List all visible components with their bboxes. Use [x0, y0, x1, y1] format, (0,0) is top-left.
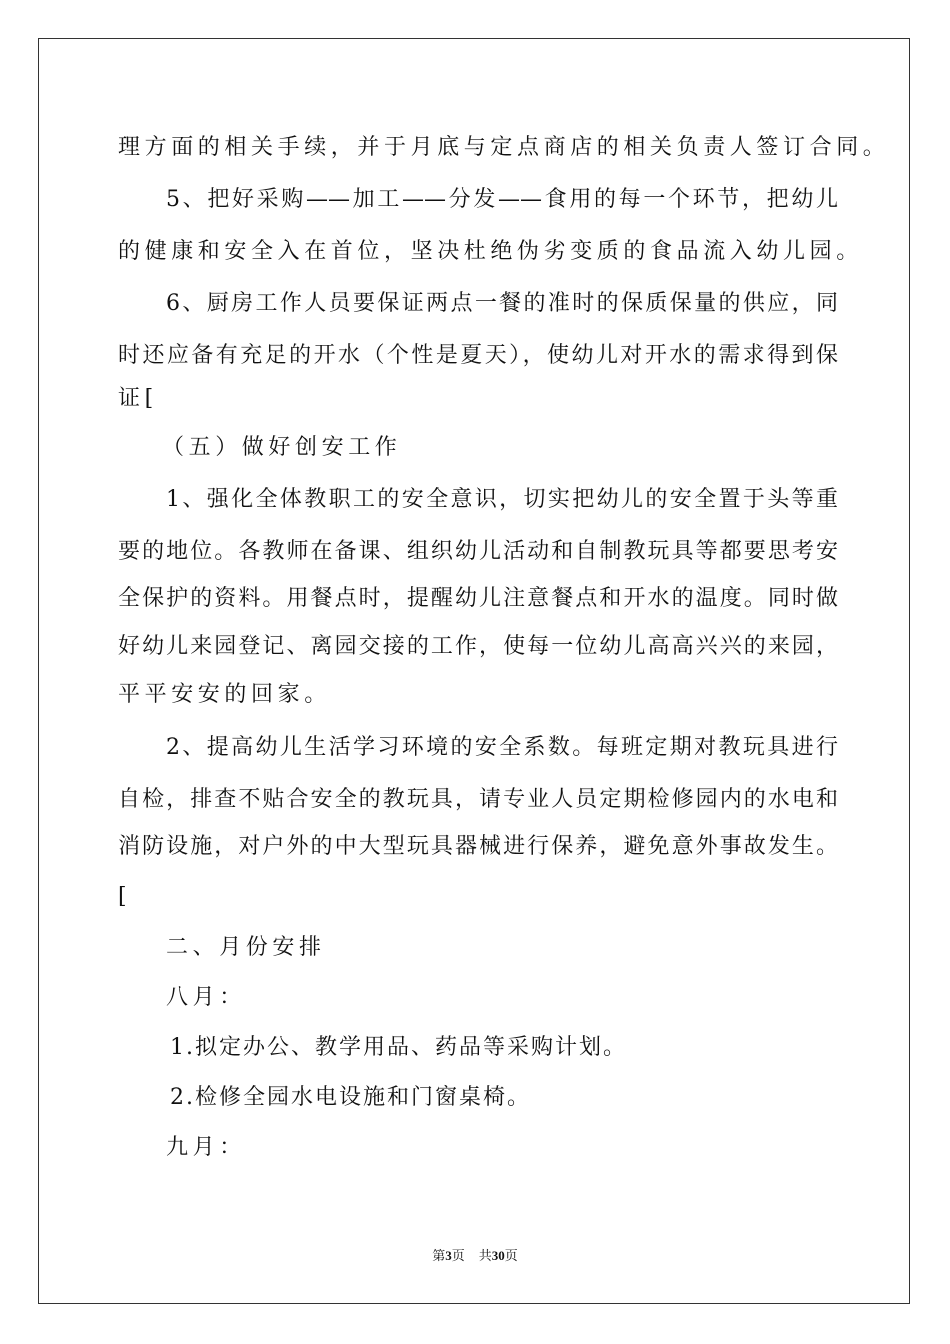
list-item: 1.拟定办公、教学用品、药品等采购计划。 — [170, 1035, 627, 1060]
body-line: 的健康和安全入在首位，坚决杜绝伪劣变质的食品流入幼儿园。 — [118, 239, 863, 264]
body-line: 要的地位。各教师在备课、组织幼儿活动和自制教玩具等都要思考安 — [118, 539, 838, 564]
section-heading: 二、月份安排 — [166, 935, 326, 960]
month-heading: 八月： — [166, 985, 246, 1010]
body-line: 1、强化全体教职工的安全意识，切实把幼儿的安全置于头等重 — [166, 487, 838, 512]
page-border — [38, 38, 910, 1304]
page-prefix: 第 — [432, 1249, 446, 1264]
body-line: 理方面的相关手续，并于月底与定点商店的相关负责人签订合同。 — [118, 135, 890, 160]
month-heading: 九月： — [166, 1135, 246, 1160]
total-suffix: 页 — [504, 1249, 518, 1264]
list-item: 2.检修全园水电设施和门窗桌椅。 — [170, 1085, 531, 1110]
body-line: 5、把好采购——加工——分发——食用的每一个环节，把幼儿 — [166, 187, 838, 212]
page-number: 3 — [445, 1248, 452, 1263]
total-prefix: 共 — [478, 1249, 492, 1264]
body-line: 时还应备有充足的开水（个性是夏天），使幼儿对开水的需求得到保 — [118, 343, 838, 368]
page-suffix: 页 — [451, 1249, 465, 1264]
body-line: 平平安安的回家。 — [118, 682, 331, 707]
page-footer — [0, 1248, 950, 1265]
body-line: 消防设施，对户外的中大型玩具器械进行保养，避免意外事故发生。 — [118, 834, 838, 859]
body-line: 2、提高幼儿生活学习环境的安全系数。每班定期对教玩具进行 — [166, 735, 838, 760]
body-line: 好幼儿来园登记、离园交接的工作，使每一位幼儿高高兴兴的来园， — [118, 634, 838, 659]
body-line: 6、厨房工作人员要保证两点一餐的准时的保质保量的供应，同 — [166, 291, 838, 316]
body-line: 证[ — [118, 386, 158, 411]
body-line: 自检，排查不贴合安全的教玩具，请专业人员定期检修园内的水电和 — [118, 787, 838, 812]
total-pages: 30 — [491, 1248, 505, 1263]
section-heading: （五）做好创安工作 — [162, 435, 402, 460]
body-line: 全保护的资料。用餐点时，提醒幼儿注意餐点和开水的温度。同时做 — [118, 586, 838, 611]
body-line: [ — [118, 884, 132, 909]
